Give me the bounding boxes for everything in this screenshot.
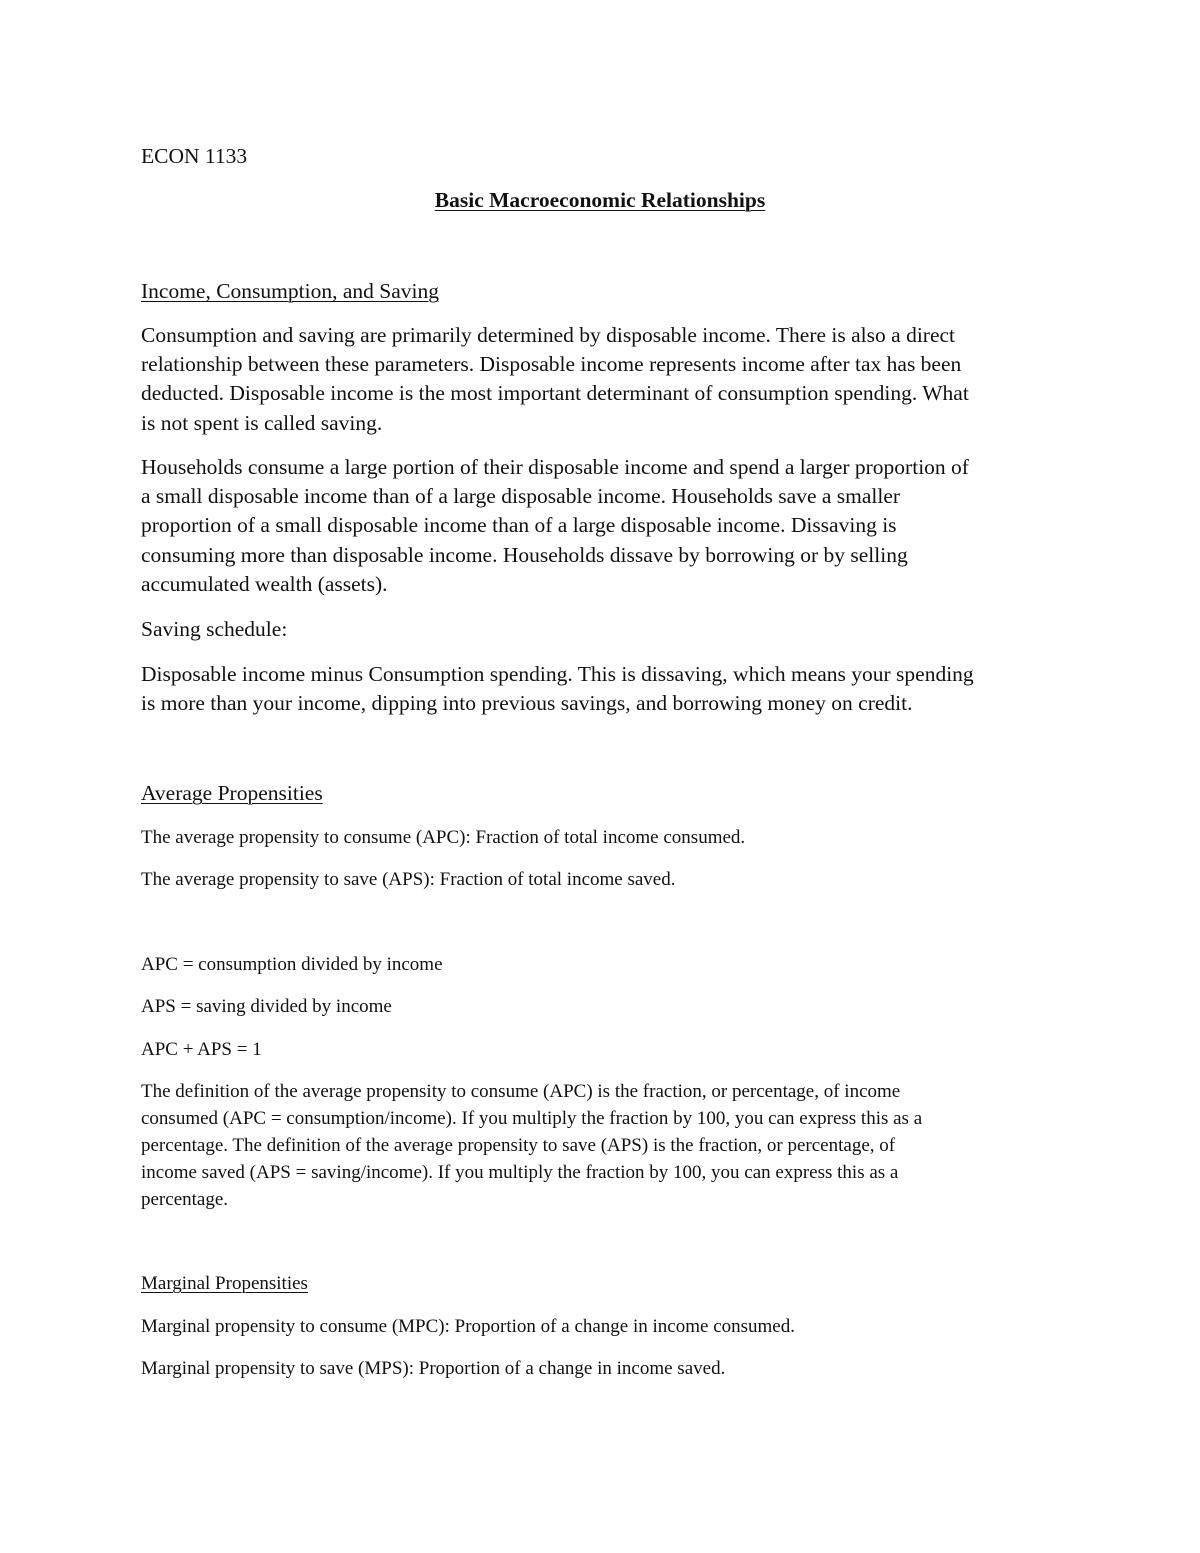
formula-apc: APC = consumption divided by income: [141, 954, 443, 975]
text-line: a small disposable income than of a large disposable income. Households save a smaller: [141, 484, 901, 509]
section-heading-average-propensities: Average Propensities: [141, 781, 323, 805]
text-line: consuming more than disposable income. Households dissave by borrowing or by selling: [141, 542, 908, 567]
mpc-definition: Marginal propensity to consume (MPC): Proportion of a change in income consumed.: [141, 1316, 795, 1337]
mps-definition: Marginal propensity to save (MPS): Proportion of a change in income saved.: [141, 1358, 726, 1379]
section-heading-income-consumption-saving: Income, Consumption, and Saving: [141, 279, 439, 303]
section-heading-marginal-propensities: Marginal Propensities: [141, 1273, 308, 1294]
text-line: percentage. The definition of the average propensity to save (APS) is the fraction, or percentage, of: [141, 1135, 896, 1156]
paragraph-households: [141, 453, 969, 599]
text-line: is more than your income, dipping into previous savings, and borrowing money on credit.: [141, 691, 913, 716]
formula-apc-plus-aps: APC + APS = 1: [141, 1039, 262, 1060]
text-line: accumulated wealth (assets).: [141, 571, 388, 596]
course-code: ECON 1133: [141, 144, 248, 168]
text-line: is not spent is called saving.: [141, 410, 383, 435]
formula-aps: APS = saving divided by income: [141, 996, 392, 1017]
text-line: Disposable income minus Consumption spending. This is dissaving, which means your spending: [141, 662, 974, 686]
text-line: The definition of the average propensity to consume (APC) is the fraction, or percentage, of income: [141, 1081, 901, 1102]
text-line: deducted. Disposable income is the most important determinant of consumption spending. What: [141, 381, 969, 406]
text-line: consumed (APC = consumption/income). If you multiply the fraction by 100, you can express this as a: [141, 1108, 923, 1129]
aps-definition: The average propensity to save (APS): Fraction of total income saved.: [141, 869, 676, 890]
text-line: proportion of a small disposable income than of a large disposable income. Dissaving is: [141, 513, 897, 538]
saving-schedule-label: Saving schedule:: [141, 617, 288, 641]
text-line: Consumption and saving are primarily determined by disposable income. There is also a direct: [141, 323, 956, 347]
document-title: Basic Macroeconomic Relationships: [434, 188, 766, 212]
paragraph-disposable-income: [141, 321, 969, 438]
text-line: income saved (APS = saving/income). If you multiply the fraction by 100, you can express this as a: [141, 1162, 899, 1183]
text-line: relationship between these parameters. Disposable income represents income after tax has been: [141, 352, 962, 377]
paragraph-dissaving: [141, 660, 974, 718]
text-line: Households consume a large portion of their disposable income and spend a larger proportion of: [141, 455, 969, 479]
apc-definition: The average propensity to consume (APC): Fraction of total income consumed.: [141, 827, 746, 848]
text-line: percentage.: [141, 1189, 229, 1210]
paragraph-average-propensity-definitions: [141, 1078, 922, 1213]
